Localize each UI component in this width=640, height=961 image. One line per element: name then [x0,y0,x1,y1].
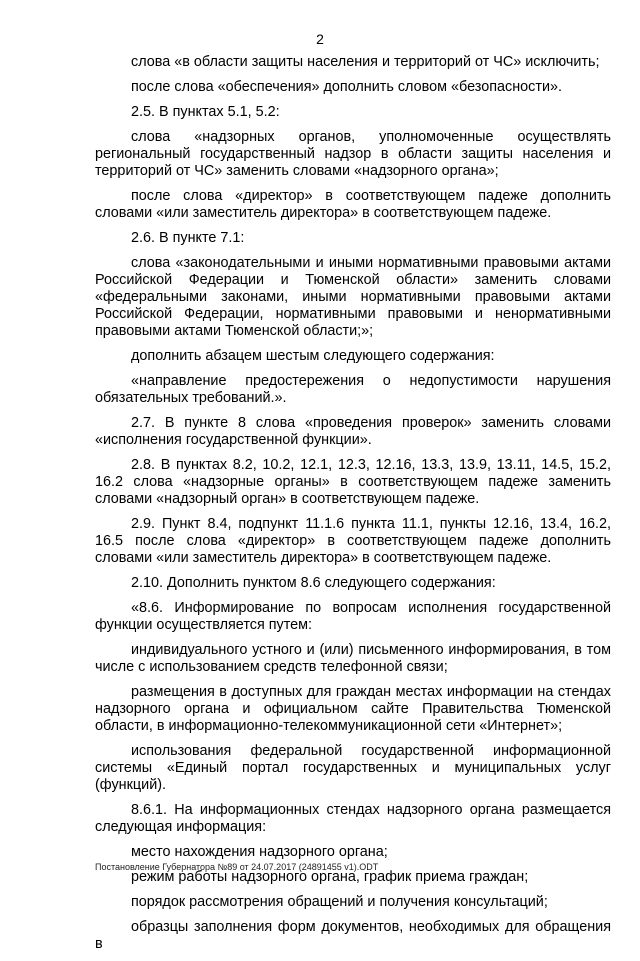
footer-document-reference: Постановление Губернатора №89 от 24.07.2017 (24891455 v1).ODT [95,862,379,872]
paragraph: «направление предостережения о недопустимости нарушения обязательных требований.». [95,373,611,406]
list-item: порядок рассмотрения обращений и получения консультаций; [131,894,548,910]
paragraph: использования федеральной государственной информационной системы «Единый портал государственных и муниципальных услуг (функций). [95,743,611,793]
paragraph: 8.6.1. На информационных стендах надзорного органа размещается следующая информация: [95,802,611,835]
section-paragraph: 2.8. В пунктах 8.2, 10.2, 12.1, 12.3, 12.16, 13.3, 13.9, 13.11, 14.5, 15.2, 16.2 слова «надзорные органы» в соответствующем падеже заменить словами «надзорный орган» в соответствующем падеже. [95,457,611,507]
paragraph: размещения в доступных для граждан местах информации на стендах надзорного органа и официальном сайте Правительства Тюменской области, в информационно-телекоммуникационной сети «Интернет»; [95,684,611,734]
section-paragraph: 2.7. В пункте 8 слова «проведения проверок» заменить словами «исполнения государственной функции». [95,415,611,448]
document-body [95,54,611,961]
list-item: образцы заполнения форм документов, необходимых для обращения в [95,919,611,952]
paragraph: после слова «директор» в соответствующем падеже дополнить словами «или заместитель директора» в соответствующем падеже. [95,188,611,221]
paragraph: «8.6. Информирование по вопросам исполнения государственной функции осуществляется путем: [95,600,611,633]
paragraph: слова «законодательными и иными нормативными правовыми актами Российской Федерации и Тюменской области» заменить словами «федеральными законами, иными нормативными правовыми актами Российской Федерации, нормативными правовыми и ненормативными правовыми актами Тюменской области;»; [95,255,611,339]
section-heading: 2.10. Дополнить пунктом 8.6 следующего содержания: [131,575,496,591]
section-heading: 2.6. В пункте 7.1: [131,230,245,246]
list-item: режим работы надзорного органа, график приема граждан; [131,869,529,885]
paragraph: после слова «обеспечения» дополнить словом «безопасности». [131,79,562,95]
page-number: 2 [316,31,324,47]
section-heading: 2.5. В пунктах 5.1, 5.2: [131,104,280,120]
paragraph: слова «надзорных органов, уполномоченные осуществлять региональный государственный надзор в области защиты населения и территорий от ЧС» заменить словами «надзорного органа»; [95,129,611,179]
paragraph: слова «в области защиты населения и территорий от ЧС» исключить; [131,54,600,70]
paragraph: дополнить абзацем шестым следующего содержания: [131,348,495,364]
paragraph: индивидуального устного и (или) письменного информирования, в том числе с использованием средств телефонной связи; [95,642,611,675]
list-item: место нахождения надзорного органа; [131,844,388,860]
section-paragraph: 2.9. Пункт 8.4, подпункт 11.1.6 пункта 11.1, пункты 12.16, 13.4, 16.2, 16.5 после слова «директор» в соответствующем падеже дополнить словами «или заместитель директора» в соответствующем падеже. [95,516,611,566]
